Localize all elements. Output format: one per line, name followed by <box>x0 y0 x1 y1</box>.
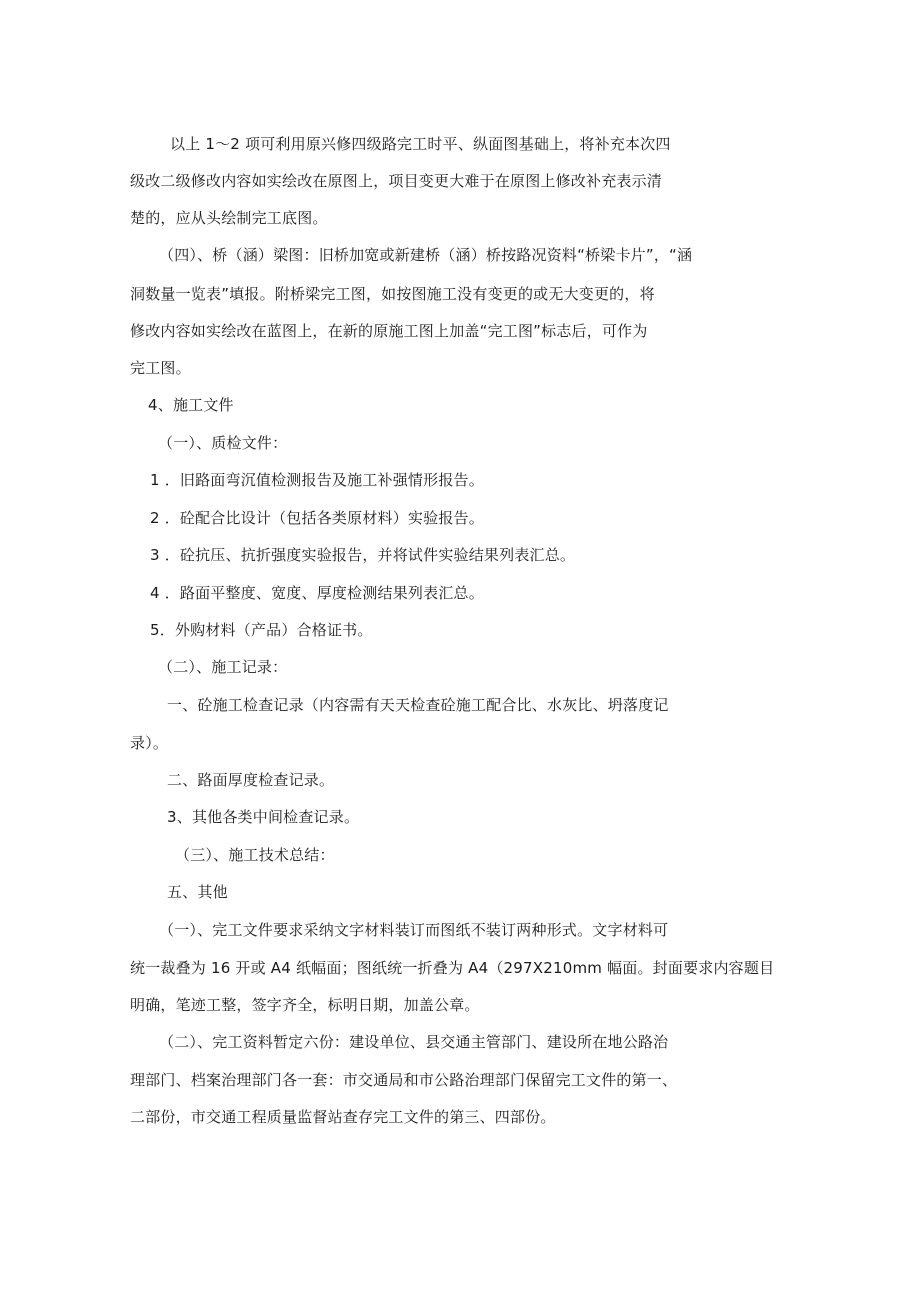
text-line: 明确，笔迹工整，签字齐全，标明日期，加盖公章。 <box>130 996 480 1014</box>
text-line: 洞数量一览表”填报。附桥梁完工图，如按图施工没有变更的或无大变更的，将 <box>130 285 655 303</box>
text-line: 完工图。 <box>130 359 191 377</box>
text-line: （一）、完工文件要求采纳文字材料装订而图纸不装订两种形式。文字材料可 <box>159 921 669 939</box>
list-item: 4 ．路面平整度、宽度、厚度检测结果列表汇总。 <box>150 584 484 602</box>
subsection-heading: （三）、施工技术总结： <box>175 846 335 864</box>
text-line: 一、砼施工检查记录（内容需有天天检查砼施工配合比、水灰比、坍落度记 <box>167 696 669 714</box>
section-heading: 4、施工文件 <box>148 396 234 414</box>
subsection-heading: （二）、施工记录： <box>158 658 288 676</box>
section-heading: 五、其他 <box>167 883 228 901</box>
text-line: 理部门、档案治理部门各一套：市交通局和市公路治理部门保留完工文件的第一、 <box>130 1071 678 1089</box>
list-item: 3 ．砼抗压、抗折强度实验报告，并将试件实验结果列表汇总。 <box>150 546 576 564</box>
text-line: 二部份，市交通工程质量监督站查存完工文件的第三、四部份。 <box>130 1108 556 1126</box>
text-line: （四）、桥（涵）梁图：旧桥加宽或新建桥（涵）桥按路况资料“桥梁卡片”，“涵 <box>159 246 693 264</box>
text-line: 修改内容如实绘改在蓝图上，在新的原施工图上加盖“完工图”标志后，可作为 <box>130 322 648 340</box>
text-line: 级改二级修改内容如实绘改在原图上，项目变更大难于在原图上修改补充表示清 <box>130 172 663 190</box>
text-line: 楚的，应从头绘制完工底图。 <box>130 209 328 227</box>
subsection-heading: （一）、质检文件： <box>158 434 288 452</box>
list-item: 2 ．砼配合比设计（包括各类原材料）实验报告。 <box>150 509 484 527</box>
text-line: 3、其他各类中间检查记录。 <box>167 808 360 826</box>
text-line: 以上 1～2 项可利用原兴修四级路完工时平、纵面图基础上，将补充本次四 <box>170 135 671 153</box>
text-line: 录）。 <box>130 734 169 752</box>
text-line: 二、路面厚度检查记录。 <box>167 771 335 789</box>
list-item: 5．外购材料（产品）合格证书。 <box>150 621 373 639</box>
list-item: 1 ．旧路面弯沉值检测报告及施工补强情形报告。 <box>150 471 484 489</box>
text-line: （二）、完工资料暂定六份：建设单位、县交通主管部门、建设所在地公路治 <box>159 1033 669 1051</box>
text-line: 统一裁叠为 16 开或 A4 纸幅面；图纸统一折叠为 A4（297X210mm 幅面。封面要求内容题目 <box>130 959 775 977</box>
